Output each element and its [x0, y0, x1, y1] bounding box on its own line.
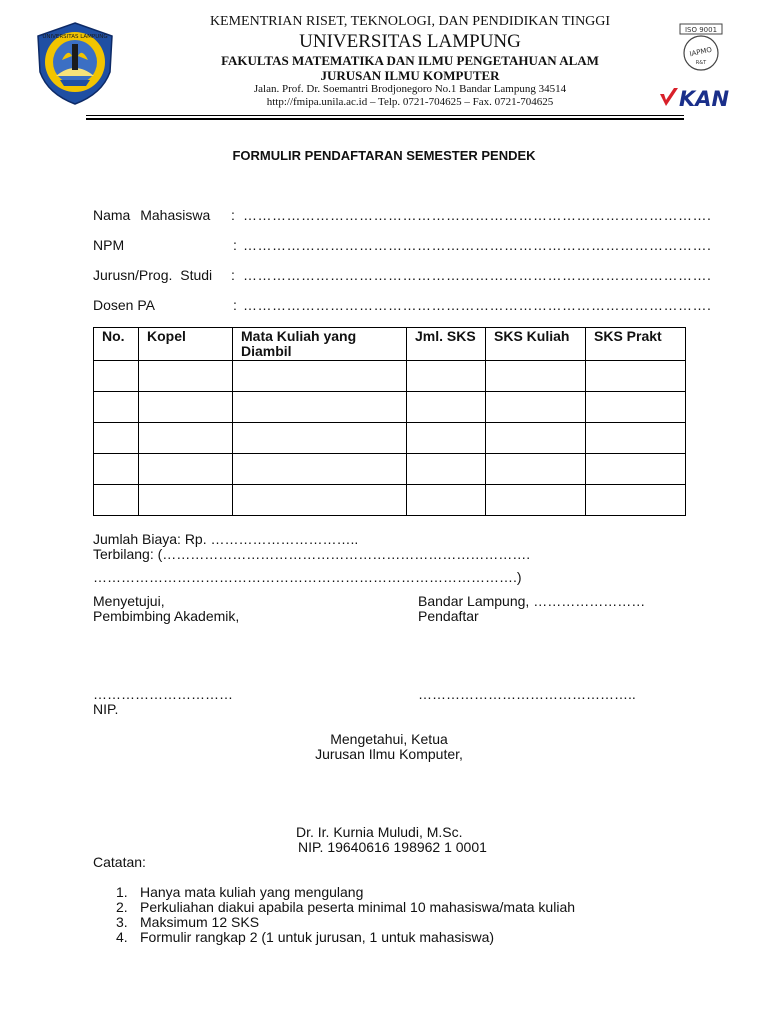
head-department-title: Jurusan Ilmu Komputer,	[315, 746, 463, 762]
list-item-number: 3.	[116, 914, 128, 930]
table-cell[interactable]	[407, 454, 486, 485]
table-cell[interactable]	[586, 361, 686, 392]
field-colon: :	[233, 297, 237, 313]
header-divider-thin	[86, 115, 684, 116]
iso-badge	[676, 22, 726, 72]
table-cell[interactable]	[139, 392, 233, 423]
table-cell[interactable]	[94, 361, 139, 392]
field-dots: …………………………………………………………………………………….	[243, 207, 712, 223]
table-cell[interactable]	[139, 454, 233, 485]
table-cell[interactable]	[586, 485, 686, 516]
table-row[interactable]	[94, 485, 686, 516]
form-title: FORMULIR PENDAFTARAN SEMESTER PENDEK	[232, 148, 536, 163]
course-table	[93, 327, 686, 516]
field-dots: …………………………………………………………………………………….	[243, 297, 712, 313]
university-name: UNIVERSITAS LAMPUNG	[299, 31, 521, 52]
list-item	[116, 914, 676, 930]
registrant-signature-line[interactable]: ………………………………………..	[418, 686, 636, 702]
head-name: Dr. Ir. Kurnia Muludi, M.Sc.	[296, 824, 463, 840]
table-cell[interactable]	[486, 454, 586, 485]
iso-label: ISO 9001	[684, 26, 718, 34]
field-colon: :	[231, 207, 235, 223]
field-label: Nama Mahasiswa	[93, 207, 211, 223]
table-cell[interactable]	[233, 423, 407, 454]
field-npm[interactable]	[93, 237, 712, 257]
list-item-number: 4.	[116, 929, 128, 945]
table-cell[interactable]	[486, 361, 586, 392]
iso-sub2-label: R&T	[695, 60, 707, 66]
advisor-label: Pembimbing Akademik,	[93, 608, 240, 624]
list-item-text: Perkuliahan diakui apabila peserta minimal 10 mahasiswa/mata kuliah	[140, 899, 576, 915]
table-cell[interactable]	[233, 485, 407, 516]
notes-title: Catatan:	[93, 854, 146, 870]
spelled-amount-line[interactable]: Terbilang: (…………………………………………………………………….	[93, 546, 531, 562]
kan-label: KAN	[679, 87, 730, 110]
head-nip: NIP. 19640616 198962 1 0001	[298, 839, 487, 855]
table-row[interactable]	[94, 361, 686, 392]
table-cell[interactable]	[139, 361, 233, 392]
field-colon: :	[233, 237, 237, 253]
table-row[interactable]	[94, 454, 686, 485]
head-approval-title: Mengetahui, Ketua	[330, 731, 448, 747]
university-logo	[32, 20, 118, 106]
col-header-kopel: Kopel	[139, 328, 233, 361]
list-item-number: 1.	[116, 884, 128, 900]
table-cell[interactable]	[407, 423, 486, 454]
field-nama[interactable]	[93, 207, 712, 227]
table-cell[interactable]	[407, 392, 486, 423]
advisor-signature-line[interactable]: …………………………	[93, 686, 233, 702]
table-cell[interactable]	[586, 454, 686, 485]
table-cell[interactable]	[233, 392, 407, 423]
department-name: JURUSAN ILMU KOMPUTER	[320, 68, 500, 83]
field-dosen-pa[interactable]	[93, 297, 712, 317]
table-cell[interactable]	[407, 485, 486, 516]
list-item	[116, 899, 676, 915]
list-item-text: Hanya mata kuliah yang mengulang	[140, 884, 364, 900]
field-jurusan[interactable]	[93, 267, 712, 287]
place-date-line[interactable]: Bandar Lampung, ……………………	[418, 593, 646, 609]
table-header-row	[94, 328, 686, 361]
col-header-sks-kuliah: SKS Kuliah	[486, 328, 586, 361]
list-item	[116, 884, 676, 900]
table-row[interactable]	[94, 423, 686, 454]
field-colon: :	[231, 267, 235, 283]
table-cell[interactable]	[94, 485, 139, 516]
field-dots: …………………………………………………………………………………….	[243, 237, 712, 253]
table-cell[interactable]	[486, 423, 586, 454]
iso-sub-label: IAPMO	[688, 45, 713, 59]
col-header-no: No.	[94, 328, 139, 361]
table-cell[interactable]	[486, 485, 586, 516]
col-header-mata-kuliah: Mata Kuliah yang Diambil	[233, 328, 407, 361]
table-cell[interactable]	[407, 361, 486, 392]
table-row[interactable]	[94, 392, 686, 423]
approved-label: Menyetujui,	[93, 593, 165, 609]
spelled-amount-line-2[interactable]: ……………………………………………………………………………….)	[93, 569, 522, 585]
ministry-name: KEMENTRIAN RISET, TEKNOLOGI, DAN PENDIDIKAN TINGGI	[209, 14, 611, 29]
address-line: Jalan. Prof. Dr. Soemantri Brodjonegoro No.1 Bandar Lampung 34514	[253, 83, 567, 95]
list-item-text: Formulir rangkap 2 (1 untuk jurusan, 1 untuk mahasiswa)	[140, 929, 495, 945]
table-cell[interactable]	[233, 361, 407, 392]
faculty-name: FAKULTAS MATEMATIKA DAN ILMU PENGETAHUAN ALAM	[221, 53, 599, 68]
registrant-label: Pendaftar	[418, 608, 479, 624]
table-cell[interactable]	[486, 392, 586, 423]
table-cell[interactable]	[586, 423, 686, 454]
list-item-text: Maksimum 12 SKS	[140, 914, 260, 930]
table-cell[interactable]	[586, 392, 686, 423]
table-cell[interactable]	[233, 454, 407, 485]
logo-ring-text: UNIVERSITAS LAMPUNG	[42, 34, 108, 40]
field-label: Dosen PA	[93, 297, 155, 313]
table-cell[interactable]	[139, 423, 233, 454]
field-dots: …………………………………………………………………………………….	[243, 267, 712, 283]
amount-line[interactable]: Jumlah Biaya: Rp. …………………………..	[93, 531, 359, 547]
col-header-sks-prakt: SKS Prakt	[586, 328, 686, 361]
field-label: NPM	[93, 237, 125, 253]
list-item-number: 2.	[116, 899, 128, 915]
table-cell[interactable]	[94, 392, 139, 423]
table-cell[interactable]	[94, 454, 139, 485]
field-label: Jurusn/Prog. Studi	[93, 267, 213, 283]
table-cell[interactable]	[139, 485, 233, 516]
advisor-nip-label: NIP.	[93, 701, 119, 717]
header-divider-thick	[86, 118, 684, 120]
col-header-jml-sks: Jml. SKS	[407, 328, 486, 361]
list-item	[116, 929, 676, 945]
table-cell[interactable]	[94, 423, 139, 454]
contact-line: http://fmipa.unila.ac.id – Telp. 0721-704625 – Fax. 0721-704625	[266, 96, 554, 108]
